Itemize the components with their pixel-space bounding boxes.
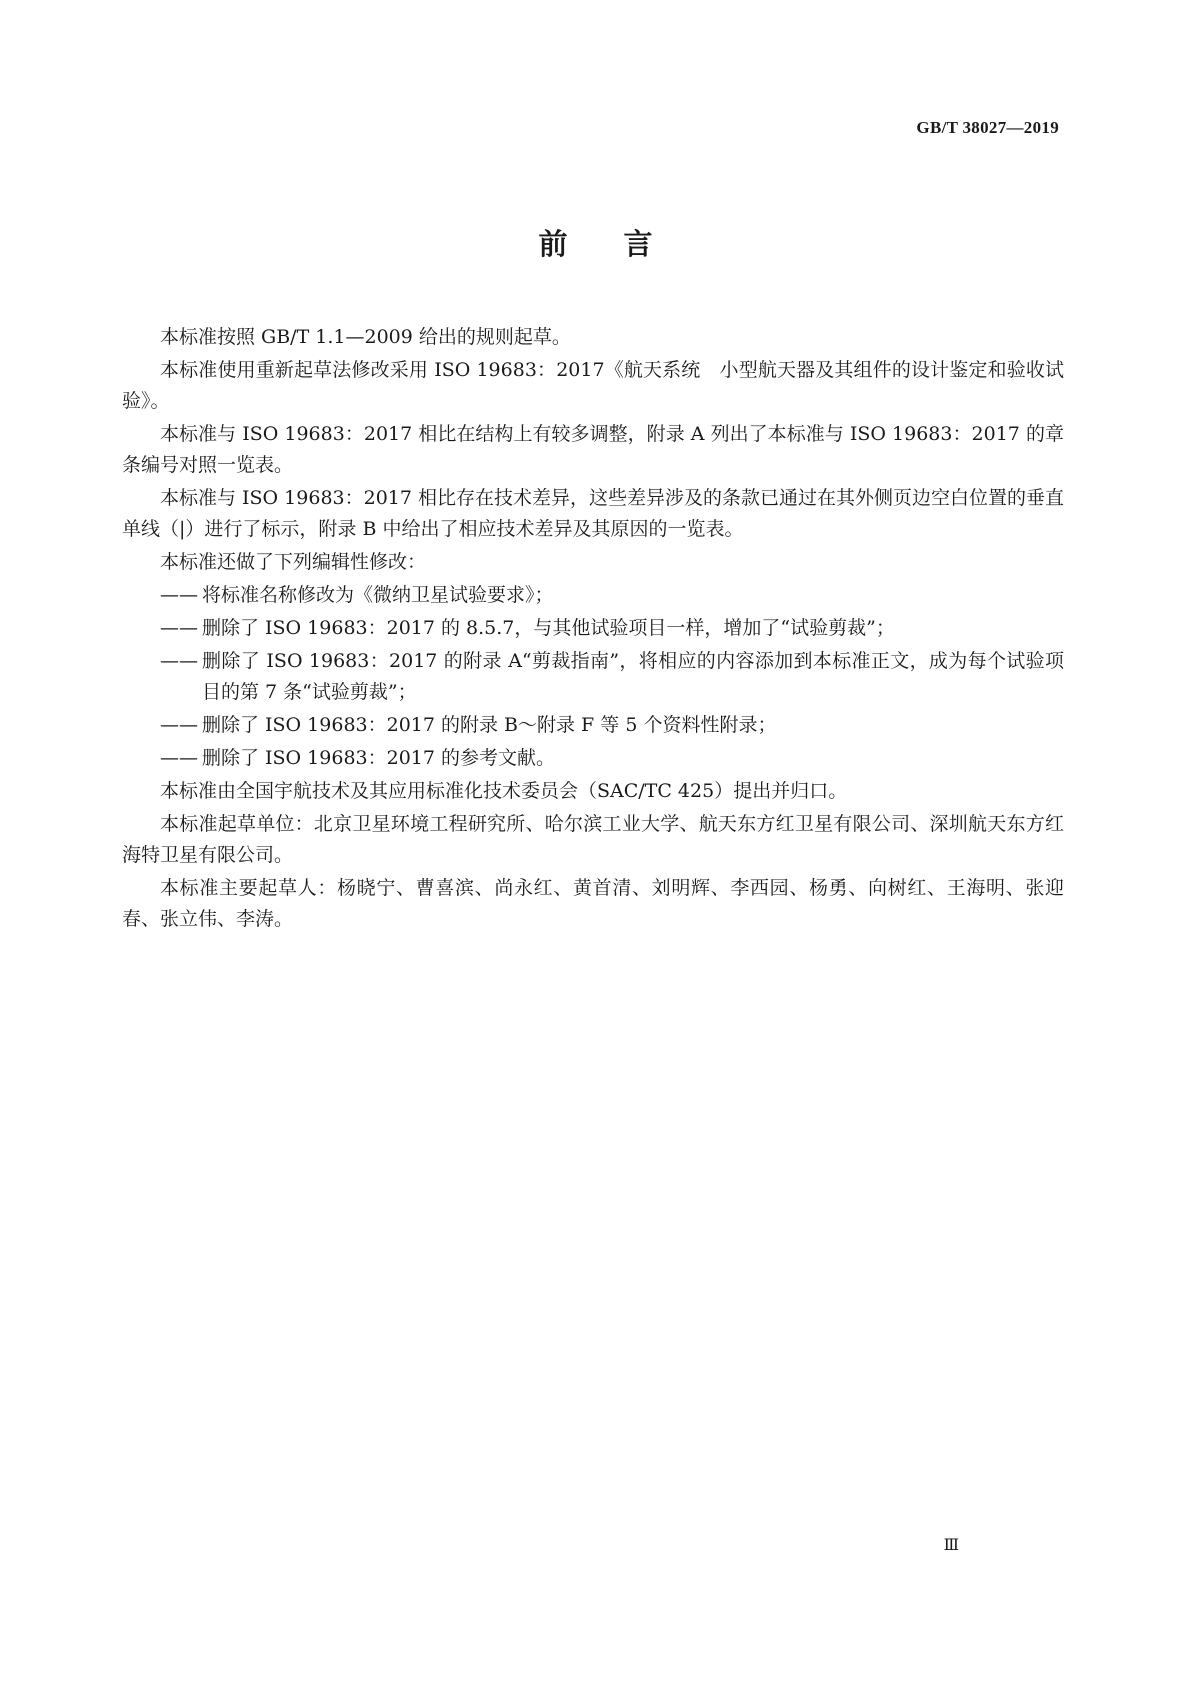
foreword-body (122, 322, 1064, 937)
paragraph: 本标准与 ISO 19683：2017 相比存在技术差异，这些差异涉及的条款已通过在其外侧页边空白位置的垂直单线（|）进行了标示，附录 B 中给出了相应技术差异及其原因的一览表。 (122, 487, 1065, 540)
paragraph: 本标准还做了下列编辑性修改： (160, 551, 427, 573)
list-item (122, 743, 1064, 774)
list-item (122, 580, 1064, 611)
list-item-text: 删除了 ISO 19683：2017 的 8.5.7，与其他试验项目一样，增加了“试验剪裁”； (202, 617, 895, 639)
list-dash: —— (160, 747, 198, 769)
list-dash: —— (160, 584, 198, 606)
list-item (122, 646, 1064, 708)
list-dash: —— (160, 650, 198, 672)
list-dash: —— (160, 617, 198, 639)
paragraph: 本标准主要起草人：杨晓宁、曹喜滨、尚永红、黄首清、刘明辉、李西园、杨勇、向树红、王海明、张迎春、张立伟、李涛。 (122, 877, 1064, 930)
list-item (122, 613, 1064, 644)
paragraph: 本标准由全国宇航技术及其应用标准化技术委员会（SAC/TC 425）提出并归口。 (160, 780, 848, 802)
list-item-text: 删除了 ISO 19683：2017 的附录 B～附录 F 等 5 个资料性附录； (202, 714, 777, 736)
paragraph: 本标准与 ISO 19683：2017 相比在结构上有较多调整，附录 A 列出了本标准与 ISO 19683：2017 的章条编号对照一览表。 (122, 423, 1064, 476)
list-item-text: 删除了 ISO 19683：2017 的参考文献。 (202, 747, 556, 769)
list-item (122, 710, 1064, 741)
list-item-text: 删除了 ISO 19683：2017 的附录 A“剪裁指南”，将相应的内容添加到本标准正文，成为每个试验项目的第 7 条“试验剪裁”； (202, 650, 1064, 703)
paragraph: 本标准起草单位：北京卫星环境工程研究所、哈尔滨工业大学、航天东方红卫星有限公司、深圳航天东方红海特卫星有限公司。 (122, 813, 1064, 866)
page-title: 前言 (538, 227, 709, 261)
paragraph: 本标准按照 GB/T 1.1—2009 给出的规则起草。 (160, 326, 571, 348)
page-number: Ⅲ (943, 1537, 959, 1554)
list-dash: —— (160, 714, 198, 736)
list-item-text: 将标准名称修改为《微纳卫星试验要求》； (202, 584, 554, 606)
paragraph: 本标准使用重新起草法修改采用 ISO 19683：2017《航天系统 小型航天器及其组件的设计鉴定和验收试验》。 (122, 359, 1064, 412)
standard-code: GB/T 38027—2019 (916, 118, 1059, 137)
